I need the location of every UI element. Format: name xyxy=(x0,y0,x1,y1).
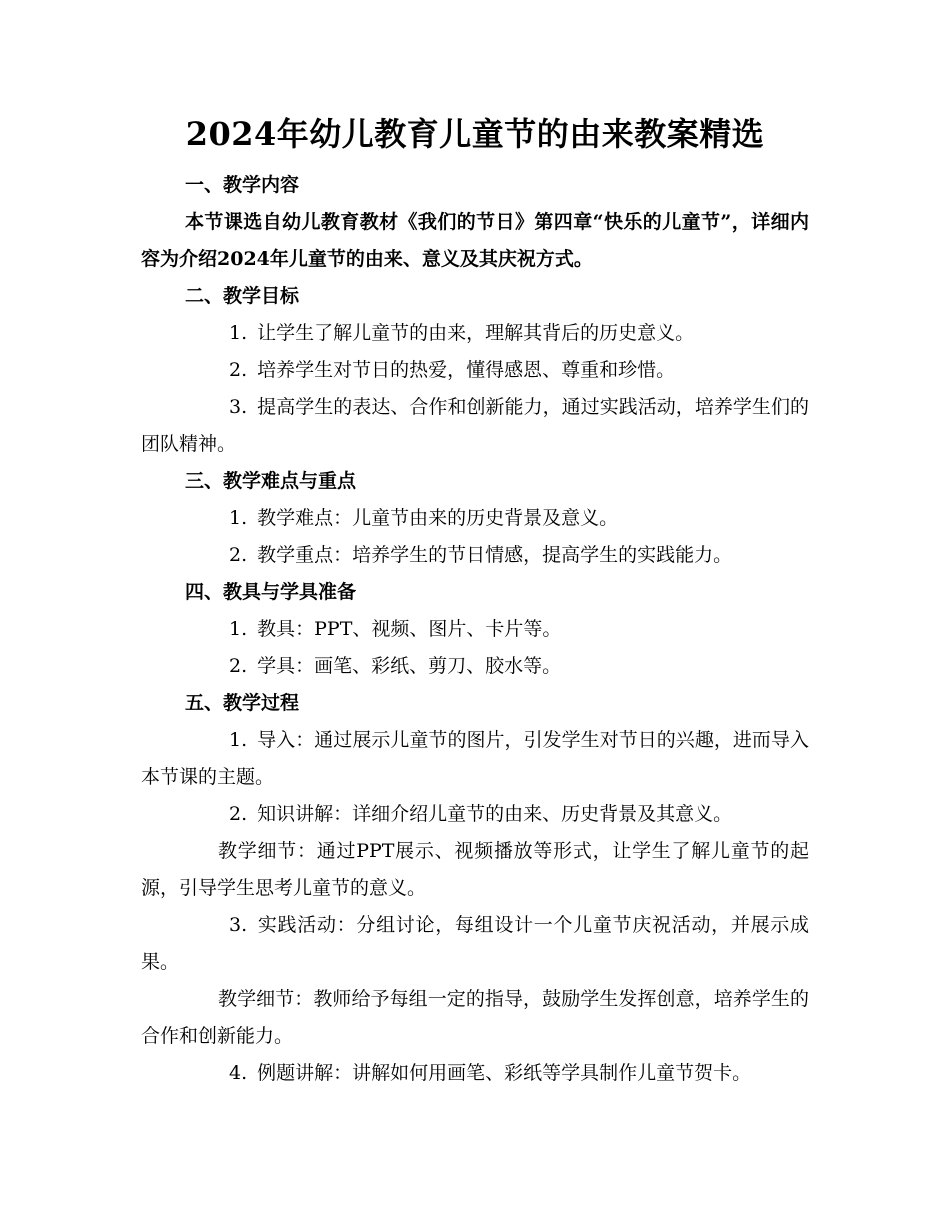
list-item-number: 3. xyxy=(229,396,248,418)
list-item-number: 2. xyxy=(229,359,248,381)
list-item xyxy=(141,1055,809,1092)
list-item xyxy=(141,796,809,833)
list-item xyxy=(141,611,809,648)
list-item xyxy=(141,722,809,796)
list-item-number: 1. xyxy=(229,507,248,529)
section-heading-materials: 四、教具与学具准备 xyxy=(185,581,357,603)
list-item xyxy=(141,500,809,537)
document-title: 2024年幼儿教育儿童节的由来教案精选 xyxy=(185,115,765,153)
section-heading-process: 五、教学过程 xyxy=(185,692,300,714)
list-item-text: 提高学生的表达、合作和创新能力，通过实践活动，培养学生们的团队精神。 xyxy=(141,396,809,455)
list-item-number: 3. xyxy=(229,914,248,936)
list-item-text: 教学重点：培养学生的节日情感，提高学生的实践能力。 xyxy=(257,544,733,566)
list-item xyxy=(141,352,809,389)
list-item-text: 例题讲解：讲解如何用画笔、彩纸等学具制作儿童节贺卡。 xyxy=(257,1062,752,1084)
list-item-number: 1. xyxy=(229,618,248,640)
list-item-text: 让学生了解儿童节的由来，理解其背后的历史意义。 xyxy=(257,322,695,344)
list-item-text: 教具：PPT、视频、图片、卡片等。 xyxy=(257,618,562,640)
list-item xyxy=(141,315,809,352)
list-item-text: 实践活动：分组讨论，每组设计一个儿童节庆祝活动，并展示成果。 xyxy=(141,914,809,973)
list-item-number: 1. xyxy=(229,729,248,751)
list-item xyxy=(141,537,809,574)
teaching-detail-paragraph: 教学细节：通过PPT展示、视频播放等形式，让学生了解儿童节的起源，引导学生思考儿童节的意义。 xyxy=(141,840,809,899)
list-item xyxy=(141,907,809,981)
list-item-number: 2. xyxy=(229,803,248,825)
list-item-number: 2. xyxy=(229,655,248,677)
list-item xyxy=(141,389,809,463)
document-body xyxy=(141,167,809,1092)
section-heading-teaching-content: 一、教学内容 xyxy=(185,174,300,196)
list-item-text: 知识讲解：详细介绍儿童节的由来、历史背景及其意义。 xyxy=(257,803,733,825)
list-item-text: 教学难点：儿童节由来的历史背景及意义。 xyxy=(257,507,619,529)
teaching-detail-paragraph: 教学细节：教师给予每组一定的指导，鼓励学生发挥创意，培养学生的合作和创新能力。 xyxy=(141,988,809,1047)
list-item-number: 1. xyxy=(229,322,248,344)
list-item xyxy=(141,648,809,685)
list-item-number: 4. xyxy=(229,1062,248,1084)
section-heading-difficulties: 三、教学难点与重点 xyxy=(185,470,357,492)
list-item-text: 导入：通过展示儿童节的图片，引发学生对节日的兴趣，进而导入本节课的主题。 xyxy=(141,729,809,788)
list-item-text: 培养学生对节日的热爱，懂得感恩、尊重和珍惜。 xyxy=(257,359,676,381)
list-item-text: 学具：画笔、彩纸、剪刀、胶水等。 xyxy=(257,655,562,677)
list-item-number: 2. xyxy=(229,544,248,566)
teaching-content-paragraph: 本节课选自幼儿教育教材《我们的节日》第四章“快乐的儿童节”，详细内容为介绍2024年儿童节的由来、意义及其庆祝方式。 xyxy=(141,211,809,270)
section-heading-teaching-goals: 二、教学目标 xyxy=(185,285,300,307)
